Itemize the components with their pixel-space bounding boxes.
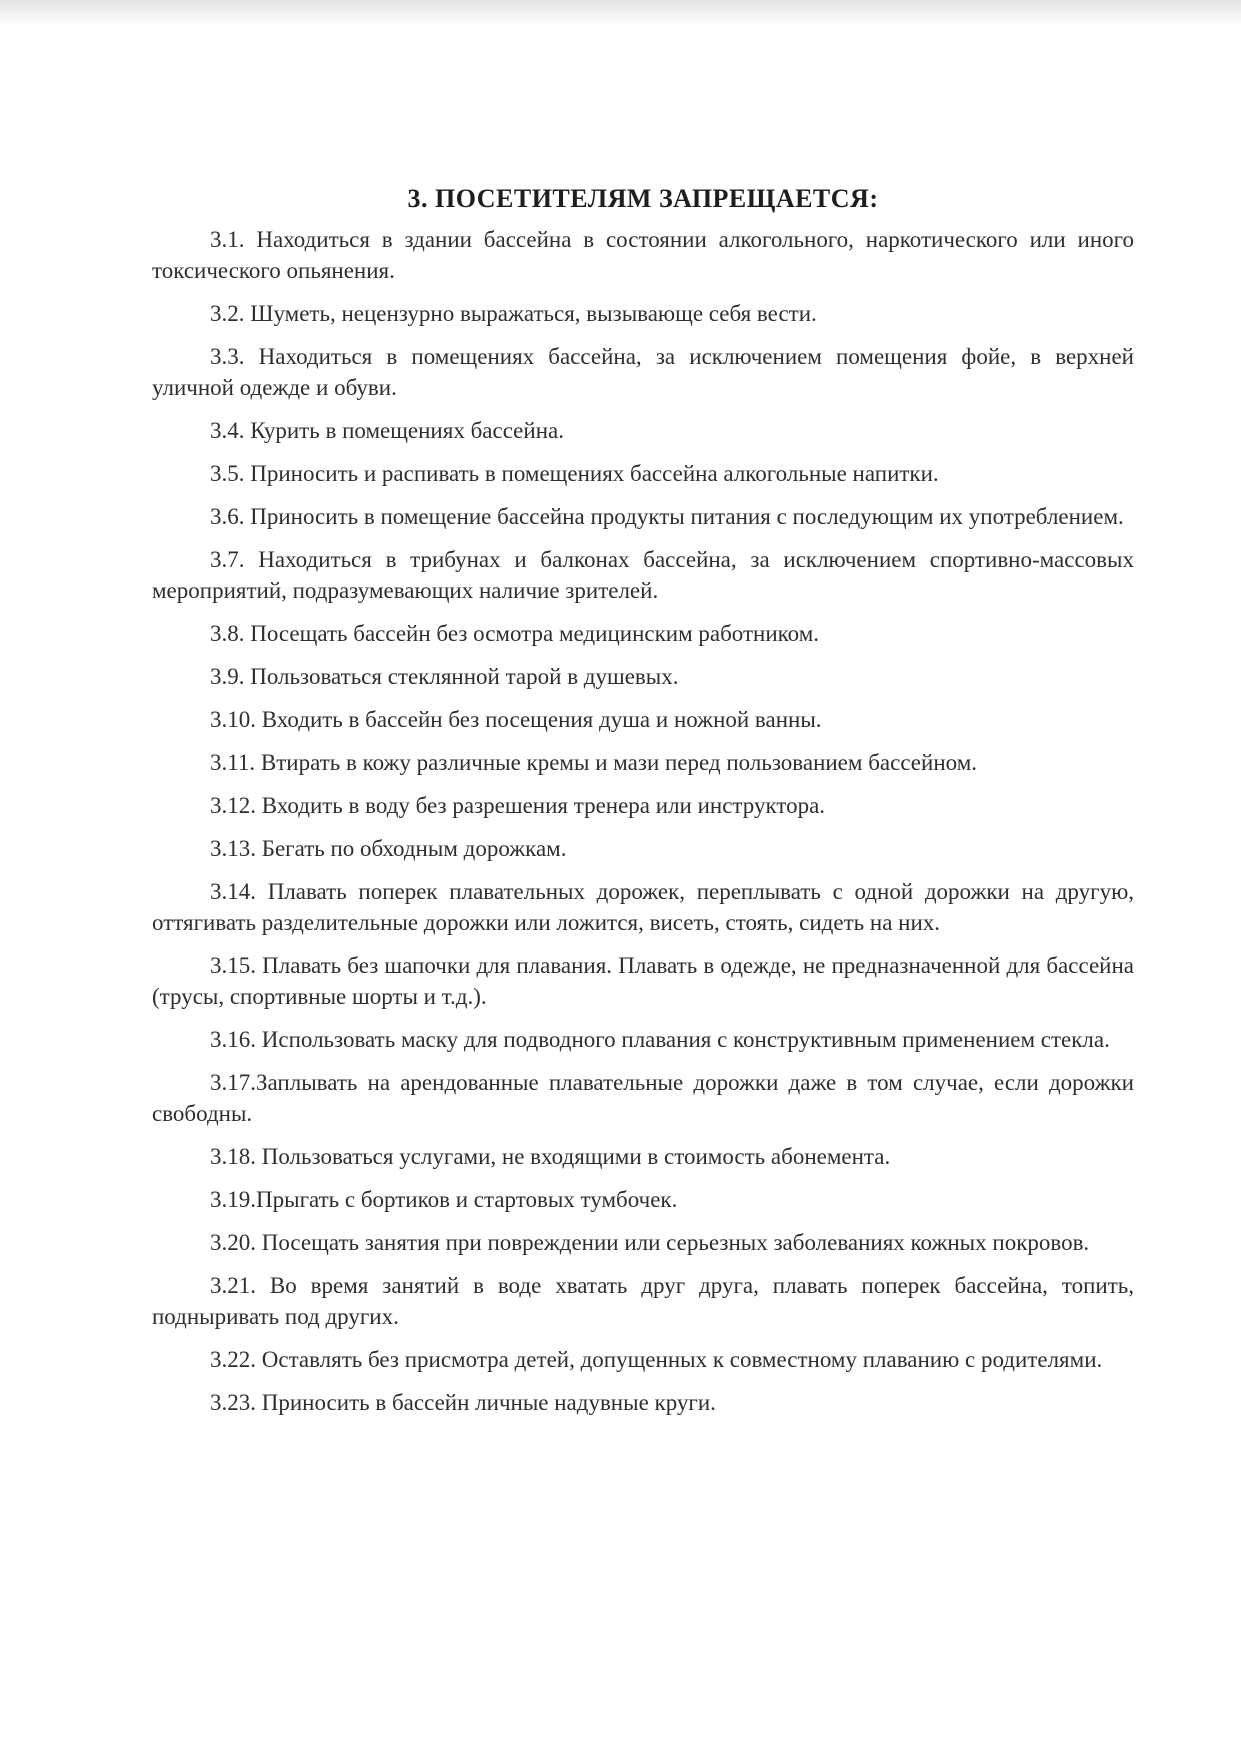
rule-3-8: 3.8. Посещать бассейн без осмотра медицинским работником.: [210, 621, 820, 646]
rule-3-5: 3.5. Приносить и распивать в помещениях бассейна алкогольные напитки.: [210, 461, 939, 486]
rule-3-11: 3.11. Втирать в кожу различные кремы и мази перед пользованием бассейном.: [210, 750, 977, 775]
section-title: 3. ПОСЕТИТЕЛЯМ ЗАПРЕЩАЕТСЯ:: [407, 184, 879, 213]
rule-3-16: 3.16. Использовать маску для подводного плавания с конструктивным применением стекла.: [210, 1027, 1110, 1052]
scan-shadow: [0, 0, 1241, 26]
rule-3-20: 3.20. Посещать занятия при повреждении или серьезных заболеваниях кожных покровов.: [210, 1230, 1090, 1255]
rule-3-6: 3.6. Приносить в помещение бассейна продукты питания с последующим их употреблением.: [210, 504, 1124, 529]
rule-3-12: 3.12. Входить в воду без разрешения тренера или инструктора.: [210, 793, 826, 818]
rule-3-7: 3.7. Находиться в трибунах и балконах бассейна, за исключением спортивно-массовых мероприятий, подразумевающих наличие зрителей.: [152, 547, 1134, 603]
rule-3-22: 3.22. Оставлять без присмотра детей, допущенных к совместному плаванию с родителями.: [210, 1347, 1103, 1372]
document-body: [152, 184, 1134, 1430]
rule-3-21: 3.21. Во время занятий в воде хватать друг друга, плавать поперек бассейна, топить, подныривать под других.: [152, 1273, 1134, 1329]
rule-3-3: 3.3. Находиться в помещениях бассейна, за исключением помещения фойе, в верхней уличной одежде и обуви.: [152, 344, 1134, 400]
rule-3-4: 3.4. Курить в помещениях бассейна.: [210, 418, 564, 443]
rule-3-19: 3.19.Прыгать с бортиков и стартовых тумбочек.: [210, 1187, 678, 1212]
rule-3-10: 3.10. Входить в бассейн без посещения душа и ножной ванны.: [210, 707, 822, 732]
rule-3-23: 3.23. Приносить в бассейн личные надувные круги.: [210, 1390, 716, 1415]
rule-3-13: 3.13. Бегать по обходным дорожкам.: [210, 836, 567, 861]
rule-3-1: 3.1. Находиться в здании бассейна в состоянии алкогольного, наркотического или иного токсического опьянения.: [152, 227, 1134, 283]
rule-3-17: 3.17.Заплывать на арендованные плавательные дорожки даже в том случае, если дорожки свободны.: [152, 1070, 1134, 1126]
rule-3-18: 3.18. Пользоваться услугами, не входящими в стоимость абонемента.: [210, 1144, 891, 1169]
rule-3-9: 3.9. Пользоваться стеклянной тарой в душевых.: [210, 664, 679, 689]
rule-3-14: 3.14. Плавать поперек плавательных дорожек, переплывать с одной дорожки на другую, оттягивать разделительные дорожки или ложится, висеть, стоять, сидеть на них.: [152, 879, 1134, 935]
rule-3-15: 3.15. Плавать без шапочки для плавания. Плавать в одежде, не предназначенной для бассейна (трусы, спортивные шорты и т.д.).: [152, 953, 1134, 1009]
rule-3-2: 3.2. Шуметь, нецензурно выражаться, вызывающе себя вести.: [210, 301, 817, 326]
